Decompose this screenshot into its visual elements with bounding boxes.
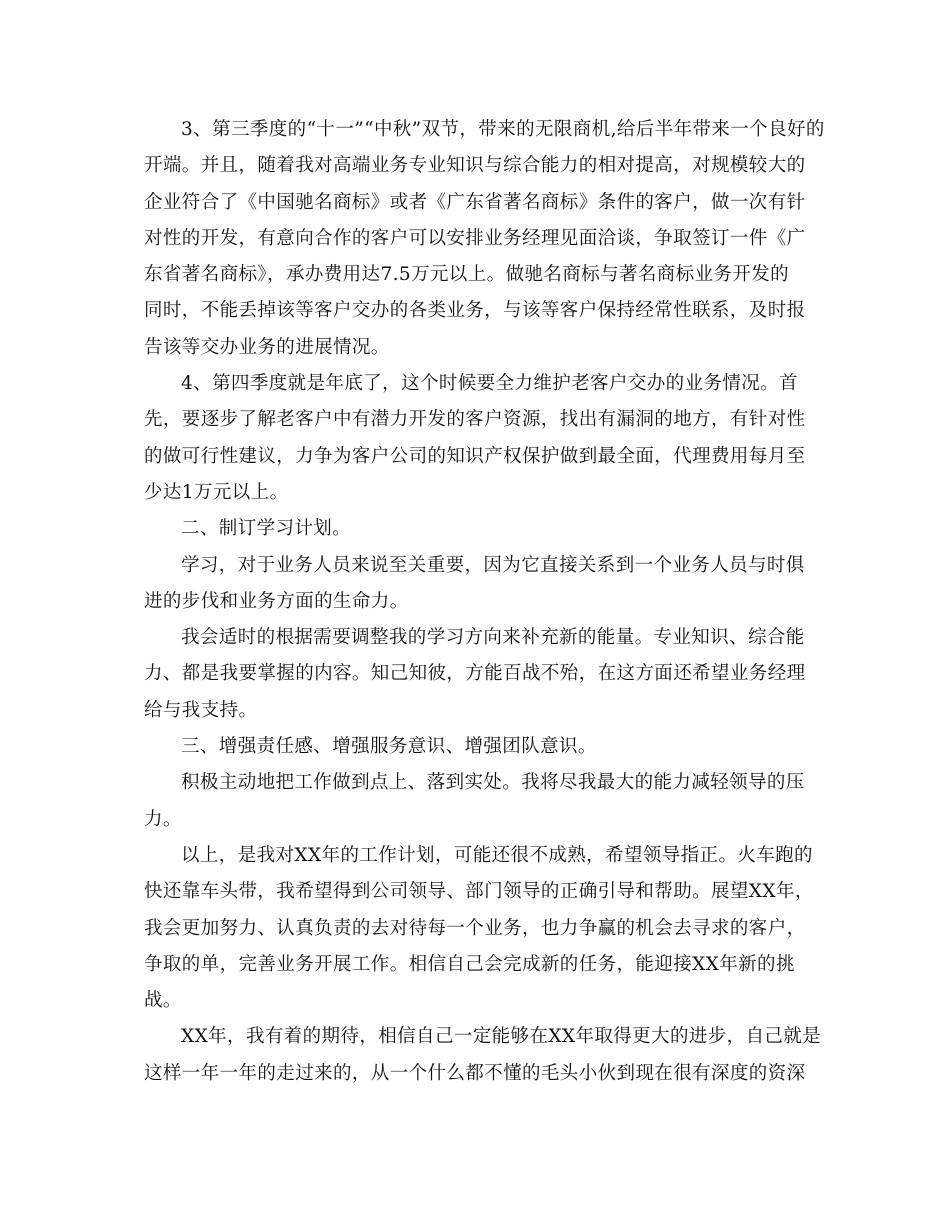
text-line: 积极主动地把工作做到点上、落到实处。我将尽我最大的能力减轻领导的压 [181,772,805,794]
text-line: 这样一年一年的走过来的，从一个什么都不懂的毛头小伙到现在很有深度的资深 [144,1062,806,1084]
text-line: 我会适时的根据需要调整我的学习方向来补充新的能量。专业知识、综合能 [181,627,805,649]
paragraph-q3-plan [144,112,825,366]
text-line: 的做可行性建议，力争为客户公司的知识产权保护做到最全面，代理费用每月至 [144,445,806,467]
paragraph-expectation [144,1019,822,1092]
text-line: 力。 [144,808,182,830]
paragraph-q4-plan [144,366,810,511]
section-heading-study-plan [144,511,810,547]
text-line: 企业符合了《中国驰名商标》或者《广东省著名商标》条件的客户，做一次有针 [144,191,806,213]
paragraph-study-adjust [144,620,810,729]
text-line: 对性的开发，有意向合作的客户可以安排业务经理见面洽谈，争取签订一件《广 [144,227,806,249]
paragraph-study-importance [144,548,810,621]
text-line: 开端。并且，随着我对高端业务专业知识与综合能力的相对提高，对规模较大的 [144,155,806,177]
paragraph-initiative [144,765,810,838]
text-line: 进的步伐和业务方面的生命力。 [144,590,409,612]
text-line: XX年，我有着的期待，相信自己一定能够在XX年取得更大的进步，自己就是 [181,1026,822,1048]
section-heading-responsibility [144,729,810,765]
text-line: 告该等交办业务的进展情况。 [144,336,390,358]
text-line: 少达1万元以上。 [144,481,289,503]
text-line: 战。 [144,990,182,1012]
text-line: 二、制订学习计划。 [181,518,352,540]
text-line: 给与我支持。 [144,699,258,721]
paragraph-conclusion [144,838,814,1019]
text-line: 东省著名商标》，承办费用达7.5万元以上。做驰名商标与著名商标业务开发的 [144,264,790,286]
text-line: 3、第三季度的“十一”“中秋”双节，带来的无限商机,给后半年带来一个良好的 [181,119,825,140]
text-line: 三、增强责任感、增强服务意识、增强团队意识。 [181,736,597,758]
text-line: 4、第四季度就是年底了，这个时候要全力维护老客户交办的业务情况。首 [181,373,798,395]
text-line: 学习，对于业务人员来说至关重要，因为它直接关系到一个业务人员与时俱 [181,554,805,576]
text-line: 力、都是我要掌握的内容。知己知彼，方能百战不殆，在这方面还希望业务经理 [144,663,806,685]
text-line: 先，要逐步了解老客户中有潜力开发的客户资源，找出有漏洞的地方，有针对性 [144,409,806,431]
text-line: 快还靠车头带，我希望得到公司领导、部门领导的正确引导和帮助。展望XX年， [144,881,814,903]
text-line: 我会更加努力、认真负责的去对待每一个业务，也力争赢的机会去寻求的客户， [144,917,806,939]
document-body [144,112,825,1092]
text-line: 同时，不能丢掉该等客户交办的各类业务，与该等客户保持经常性联系，及时报 [144,300,806,322]
text-line: 以上，是我对XX年的工作计划，可能还很不成熟，希望领导指正。火车跑的 [181,844,813,866]
text-line: 争取的单，完善业务开展工作。相信自己会完成新的任务，能迎接XX年新的挑 [144,953,795,975]
